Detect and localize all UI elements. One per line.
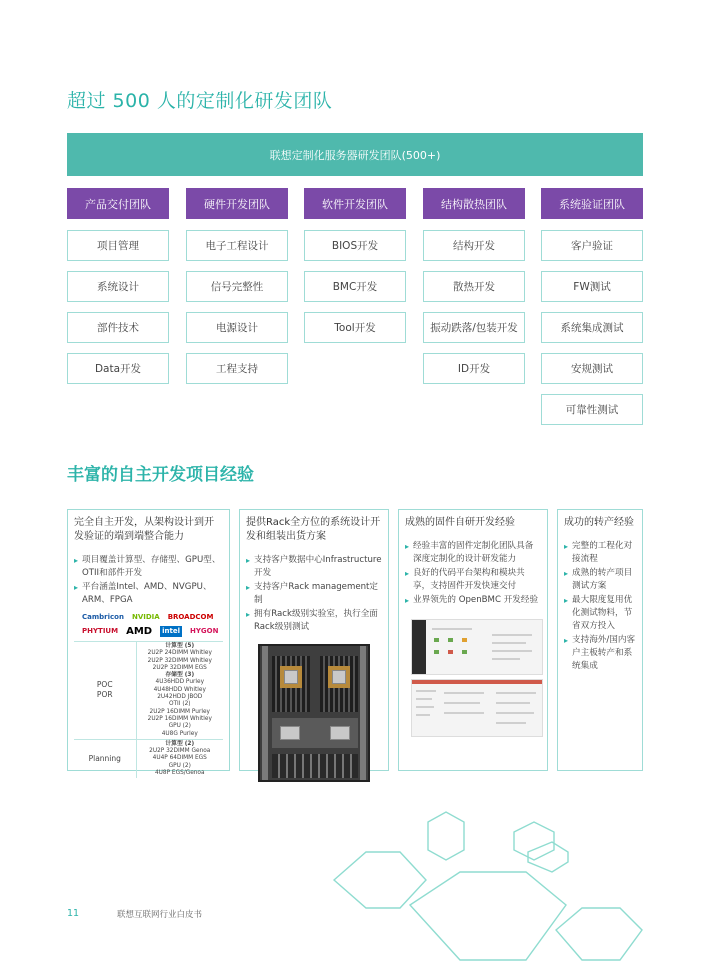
section-title-projects: 丰富的自主开发项目经验: [67, 465, 254, 485]
card-bullet: ▸ 平台涵盖Intel、AMD、NVGPU、ARM、FPGA: [74, 581, 223, 607]
team-header-bar: 联想定制化服务器研发团队(500+): [67, 133, 643, 176]
team-item: Tool开发: [304, 312, 406, 343]
planning-list: [136, 739, 223, 778]
card-bullet: ▸ 完整的工程化对接流程: [564, 540, 636, 566]
card-bullet: ▸ 最大限度复用优化测试物料，节省双方投入: [564, 594, 636, 633]
project-card-firmware: [398, 509, 548, 771]
product-matrix: [74, 641, 223, 778]
team-item: 工程支持: [186, 353, 288, 384]
openbmc-screenshots: [411, 619, 543, 737]
matrix-item: OTII (2): [168, 701, 191, 708]
document-title: 联想互联网行业白皮书: [117, 910, 203, 920]
matrix-item: 2U2P 24DIMM Whitley: [147, 650, 212, 657]
matrix-item: 4U36HDD Purley: [155, 679, 204, 686]
matrix-item: 4U8G Purley: [161, 730, 198, 737]
card-bullet: ▸ 业界领先的 OpenBMC 开发经验: [405, 594, 541, 607]
team-item: 项目管理: [67, 230, 169, 261]
hygon-logo: HYGON: [189, 627, 219, 635]
team-item: FW测试: [541, 271, 643, 302]
page-number: 11: [67, 908, 80, 919]
bmc-screenshot: [411, 619, 543, 675]
card-bullet: ▸ 支持客户数据中心Infrastructure开发: [246, 554, 382, 580]
matrix-item: 4U8P EGS/Genoa: [154, 770, 205, 777]
matrix-item: 计算型 (2): [165, 740, 195, 747]
bmc-screenshot: [411, 679, 543, 737]
amd-logo: AMD: [126, 626, 153, 637]
poc-list: [136, 642, 223, 740]
team-item: 安规测试: [541, 353, 643, 384]
team-item: 信号完整性: [186, 271, 288, 302]
matrix-item: 计算型 (5): [165, 643, 195, 649]
card-bullet: ▸ 支持客户Rack management定制: [246, 581, 382, 607]
phytium-logo: PHYTIUM: [82, 627, 119, 635]
matrix-item: 2U2P 32DIMM EGS: [152, 664, 207, 671]
team-item: 系统设计: [67, 271, 169, 302]
team-column-validation: [541, 188, 643, 425]
matrix-item: GPU (2): [168, 723, 191, 730]
team-column-structure: [423, 188, 525, 384]
team-item: ID开发: [423, 353, 525, 384]
team-item: 结构开发: [423, 230, 525, 261]
team-item: 客户验证: [541, 230, 643, 261]
team-item: 电子工程设计: [186, 230, 288, 261]
team-item: BMC开发: [304, 271, 406, 302]
team-item: 部件技术: [67, 312, 169, 343]
team-column-head: 系统验证团队: [541, 188, 643, 219]
matrix-item: GPU (2): [168, 762, 191, 769]
team-column-software: [304, 188, 406, 343]
card-bullet: ▸ 项目覆盖计算型、存储型、GPU型、OTII和部件开发: [74, 554, 223, 580]
team-item: BIOS开发: [304, 230, 406, 261]
team-item: 可靠性测试: [541, 394, 643, 425]
team-item: 振动跌落/包装开发: [423, 312, 525, 343]
matrix-item: 2U2P 32DIMM Whitley: [147, 657, 212, 664]
team-column-hardware: [186, 188, 288, 384]
matrix-item: 2U2P 16DIMM Whitley: [147, 715, 212, 722]
card-title: 成功的转产经验: [564, 517, 634, 528]
team-item: Data开发: [67, 353, 169, 384]
cambricon-logo: Cambricon: [82, 613, 124, 621]
partner-logos: [82, 613, 223, 637]
team-column-head: 软件开发团队: [304, 188, 406, 219]
nvidia-logo: NVIDIA: [131, 613, 160, 621]
card-bullet: ▸ 良好的代码平台架构和模块共享，支持固件开发快速交付: [405, 567, 541, 593]
matrix-item: 4U4P 64DIMM EGS: [152, 755, 207, 762]
card-title: 成熟的固件自研开发经验: [405, 517, 515, 528]
hexagon-decoration: [320, 810, 710, 963]
card-title: 完全自主开发，从架构设计到开发验证的端到端整合能力: [74, 517, 214, 542]
intel-logo: intel: [162, 627, 180, 635]
team-item: 系统集成测试: [541, 312, 643, 343]
matrix-item: 存储型 (3): [165, 672, 195, 679]
project-card-rack: [239, 509, 389, 771]
team-item: 电源设计: [186, 312, 288, 343]
section-title-team: 超过 500 人的定制化研发团队: [67, 90, 333, 112]
team-item: 散热开发: [423, 271, 525, 302]
matrix-item: 2U42HDD JBOD: [157, 694, 203, 701]
card-bullet: ▸ 经验丰富的固件定制化团队具备深度定制化的设计研发能力: [405, 540, 541, 566]
project-card-transfer: [557, 509, 643, 771]
matrix-item: 4U48HDD Whitley: [153, 686, 206, 693]
team-column-head: 产品交付团队: [67, 188, 169, 219]
card-bullet: ▸ 支持海外/国内客户主板转产和系统集成: [564, 634, 636, 673]
card-title: 提供Rack全方位的系统设计开发和组装出货方案: [246, 517, 381, 542]
card-bullet: ▸ 拥有Rack级别实验室，执行全面Rack级别测试: [246, 608, 382, 634]
server-board-image: [258, 644, 370, 782]
poc-label: POC POR: [74, 642, 136, 740]
broadcom-logo: BROADCOM: [167, 613, 214, 621]
planning-label: Planning: [74, 739, 136, 778]
project-card-architecture: [67, 509, 230, 777]
card-bullet: ▸ 成熟的转产项目测试方案: [564, 567, 636, 593]
team-column-delivery: [67, 188, 169, 384]
matrix-item: 2U2P 16DIMM Purley: [149, 708, 210, 715]
team-column-head: 硬件开发团队: [186, 188, 288, 219]
matrix-item: 2U2P 32DIMM Genoa: [149, 748, 211, 755]
team-column-head: 结构散热团队: [423, 188, 525, 219]
